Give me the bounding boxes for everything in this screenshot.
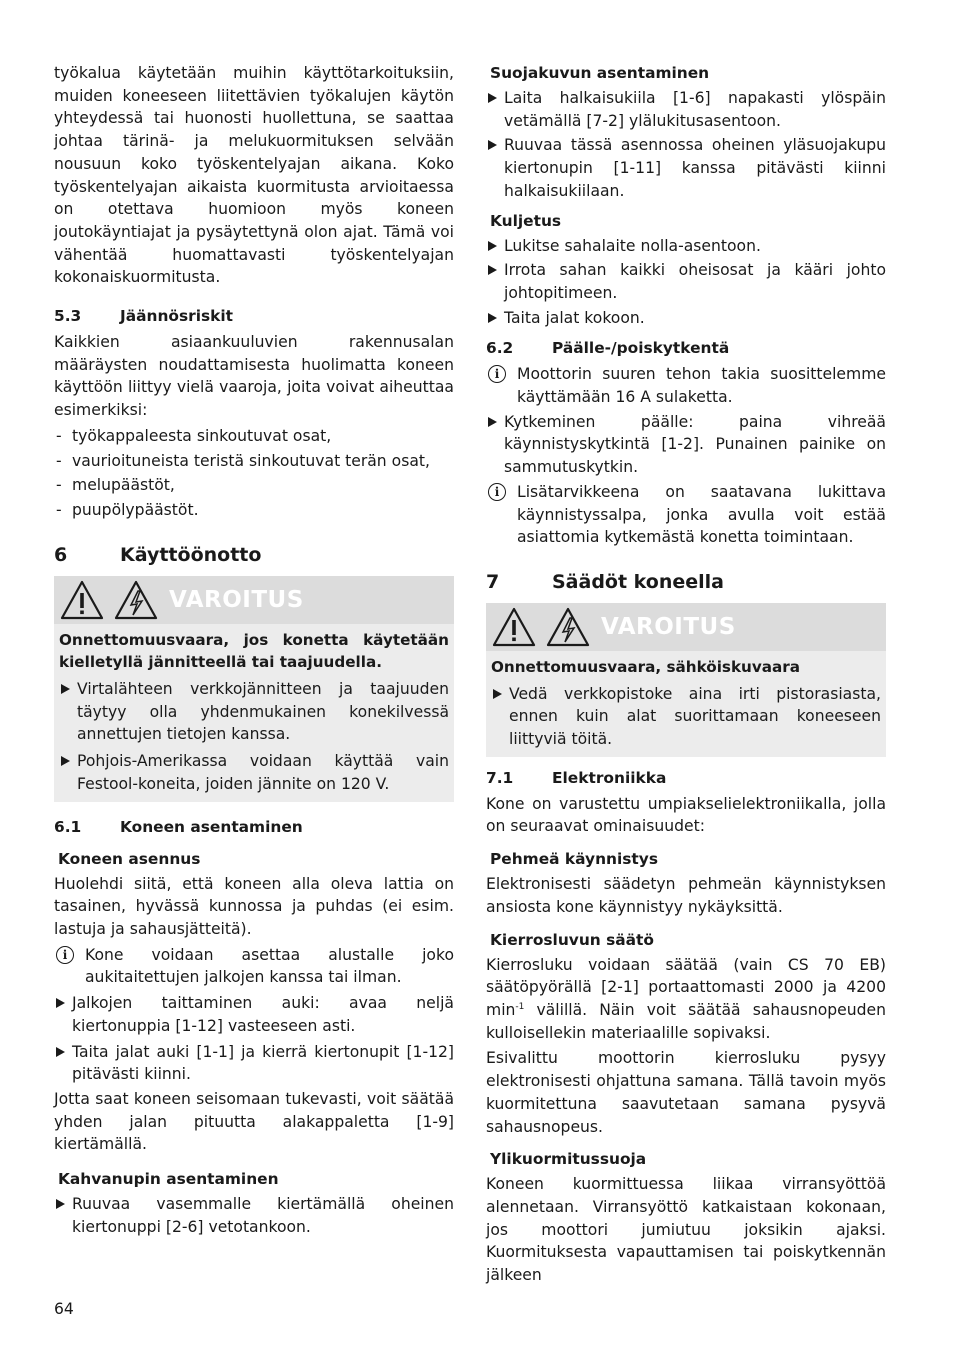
warning-box [486, 603, 886, 757]
instruction-item: Ruuvaa tässä asennossa oheinen yläsuojakupu kiertonupin [1-11] kanssa pitävästi kiinni halkaisukiilaan. [486, 134, 886, 202]
warning-body [486, 651, 886, 757]
section-title: Säädöt koneella [552, 570, 725, 593]
section-5-3-heading [54, 305, 454, 327]
subheading-ylikuorm: Ylikuormitussuoja [490, 1150, 647, 1169]
info-text: Moottorin suuren tehon takia suosittelemme käyttämään 16 A sulaketta. [517, 365, 886, 407]
soft-start-text: Elektronisesti säädetyn pehmeän käynnistyksen ansiosta kone käynnistyy nykäyksittä. [486, 875, 886, 916]
instruction-item: Kytkeminen päälle: paina vihreää käynnistyskytkintä [1-2]. Punainen painike on sammutuskytkin. [486, 411, 886, 479]
subheading-kahvanupin: Kahvanupin asentaminen [58, 1170, 279, 1189]
instruction-item: Lukitse sahalaite nolla-asentoon. [486, 235, 886, 258]
section-title: Elektroniikka [552, 768, 667, 787]
info-icon: i [56, 946, 74, 964]
section-number: 7 [486, 570, 500, 593]
list-item: - vaurioituneista teristä sinkoutuvat terän osat, [54, 450, 454, 473]
speed-text-part: välillä. Näin voit säätää sahausnopeuden kulloisellekin materiaalille sopivaksi. [486, 1000, 886, 1042]
instruction-item: Irrota sahan kaikki oheisosat ja kääri johto johtopitimeen. [486, 259, 886, 304]
warning-triangle-icon [491, 606, 537, 648]
section-title: Käyttöönotto [120, 543, 262, 566]
asennus-text-2: Jotta saat koneen seisomaan tukevasti, voit säätää yhden jalan pituutta alakappaletta [1-9] kiertämällä. [54, 1089, 454, 1154]
subheading-pehmea: Pehmeä käynnistys [490, 850, 658, 869]
section-title: Jäännösriskit [120, 307, 234, 326]
warning-statement: Onnettomuusvaara, jos konetta käytetään kielletyllä jännitteellä tai taajuudella. [59, 630, 449, 672]
warning-statement: Onnettomuusvaara, sähköiskuvaara [491, 657, 800, 676]
section-number: 5.3 [54, 307, 82, 326]
section-title: Koneen asentaminen [120, 817, 303, 836]
warning-item: Pohjois-Amerikassa voidaan käyttää vain Festool-koneita, joiden jännite on 120 V. [59, 750, 449, 795]
section-7-1-heading [486, 767, 886, 789]
electric-hazard-icon [113, 579, 159, 621]
warning-header [54, 576, 454, 624]
list-item: - työkappaleesta sinkoutuvat osat, [54, 425, 454, 448]
subheading-kuljetus: Kuljetus [490, 211, 562, 230]
intro-paragraph: työkalua käytetään muihin käyttötarkoituksiin, muiden koneeseen liitettävien työkalujen käytön yhteydessä tai huonosti huollettuna, se saattaa johtaa tärinä- ja melukuormituksen selvään nousuun koko työskentelyajan aikana. Koko työskentelyajan aikaista kuormitusta arvioitaessa on otettava huomioon myös koneen joutokäyntiajat ja pysäytettynä olon ajat. Tämä voi vähentää huomattavasti työskentelyajan kokonaiskuormitusta. [54, 64, 454, 287]
subheading-koneen-asennus: Koneen asennus [58, 849, 201, 868]
info-note [54, 944, 454, 989]
instruction-item: Taita jalat auki [1-1] ja kierrä kiertonupit [1-12] pitävästi kiinni. [54, 1041, 454, 1086]
speed-control-text [486, 954, 886, 1045]
warning-item: Vedä verkkopistoke aina irti pistorasiasta, ennen kuin alat suorittamaan koneeseen liittyviä töitä. [491, 683, 881, 751]
overload-text: Koneen kuormittuessa liikaa virransyöttöä alennetaan. Virransyöttö katkaistaan kokonaan, jos moottori jumiutuu joksikin ajaksi. Kuormituksesta vapauttamisen tai poiskytkennän jälkeen [486, 1175, 886, 1285]
electric-hazard-icon [545, 606, 591, 648]
page-number: 64 [54, 1300, 74, 1318]
speed-control-text-2: Esivalittu moottorin kierrosluku pysyy elektronisesti ohjattuna samana. Tällä tavoin myös kuormitettuna saavutetaan samana pysyvä sahausnopeus. [486, 1049, 886, 1136]
unit-superscript: -1 [515, 1001, 525, 1012]
section-6-1-heading [54, 816, 454, 838]
info-note [486, 481, 886, 549]
residual-risks-text: Kaikkien asiaankuuluvien rakennusalan määräysten noudattamisesta huolimatta koneen käyttöön liittyy vielä vaaroja, joita voivat aiheuttaa esimerkiksi: [54, 333, 454, 420]
section-6-2-heading [486, 337, 886, 359]
section-number: 6.1 [54, 817, 82, 836]
warning-body [54, 624, 454, 802]
warning-header [486, 603, 886, 651]
subheading-kierros: Kierrosluvun säätö [490, 930, 654, 949]
warning-triangle-icon [59, 579, 105, 621]
info-icon: i [488, 365, 506, 383]
section-6-heading [54, 542, 454, 568]
warning-title: VAROITUS [601, 613, 736, 640]
left-column [54, 62, 454, 1238]
electronics-text: Kone on varustettu umpiakselielektroniikalla, jolla on seuraavat ominaisuudet: [486, 794, 886, 836]
asennus-text: Huolehdi siitä, että koneen alla oleva lattia on tasainen, hyvässä kunnossa ja puhdas (ei esim. lastuja ja sahausjätteitä). [54, 874, 454, 938]
speed-text-part: Kierrosluku voidaan säätää (vain CS 70 EB) säätöpyörällä [2-1] portaattomasti 2000 ja 4200 min [486, 955, 886, 1019]
right-column [486, 62, 886, 1287]
warning-title: VAROITUS [169, 586, 304, 613]
subheading-suojakuvun: Suojakuvun asentaminen [490, 64, 710, 82]
section-number: 6 [54, 543, 68, 566]
info-text: Kone voidaan asettaa alustalle joko aukitaitettujen jalkojen kanssa tai ilman. [85, 945, 454, 987]
section-number: 6.2 [486, 339, 514, 358]
instruction-item: Ruuvaa vasemmalle kiertämällä oheinen kiertonuppi [2-6] vetotankoon. [54, 1193, 454, 1238]
section-7-heading [486, 569, 886, 595]
list-item: - puupölypäästöt. [54, 499, 454, 522]
info-note [486, 363, 886, 408]
section-number: 7.1 [486, 768, 514, 787]
instruction-item: Jalkojen taittaminen auki: avaa neljä kiertonuppia [1-12] vasteeseen asti. [54, 992, 454, 1037]
instruction-item: Taita jalat kokoon. [486, 307, 886, 330]
instruction-item: Laita halkaisukiila [1-6] napakasti ylöspäin vetämällä [7-2] ylälukitusasentoon. [486, 87, 886, 132]
warning-item: Virtalähteen verkkojännitteen ja taajuuden täytyy olla yhdenmukainen konekilvessä annettujen tietojen kanssa. [59, 678, 449, 746]
list-item: - melupäästöt, [54, 474, 454, 497]
section-title: Päälle-/poiskytkentä [552, 339, 730, 358]
info-text: Lisätarvikkeena on saatavana lukittava käynnistyssalpa, jonka avulla voit estää asiattomia kytkemästä konetta toimintaan. [517, 482, 886, 547]
info-icon: i [488, 483, 506, 501]
warning-box [54, 576, 454, 802]
